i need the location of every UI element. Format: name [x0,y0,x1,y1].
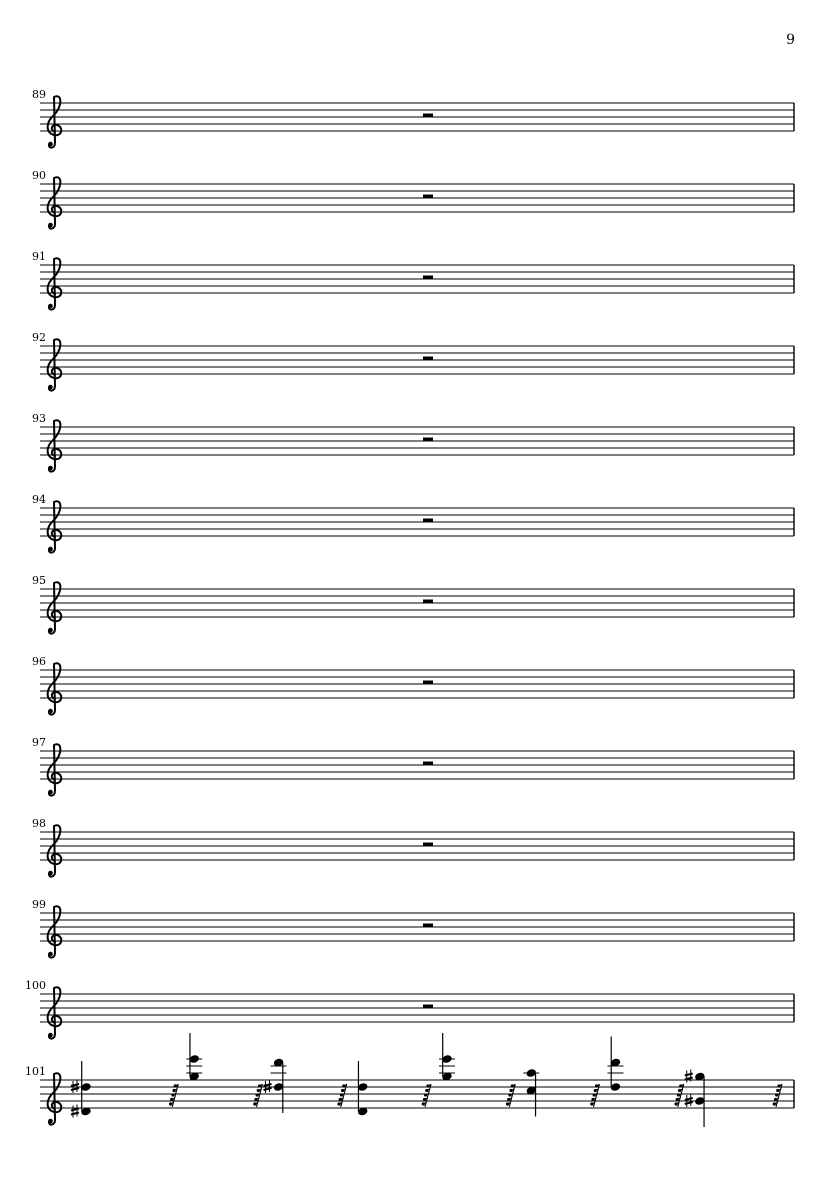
whole-rest-icon [423,924,433,928]
system [32,817,794,877]
measure-number: 99 [32,898,46,911]
note-chord [71,1061,92,1118]
system [32,574,794,634]
treble-clef-icon [48,987,62,1038]
system [32,493,794,553]
measure-number: 96 [32,655,46,668]
measure-number: 101 [25,1065,46,1078]
treble-clef-icon [48,258,62,309]
sharp-icon [685,1070,693,1083]
whole-rest-icon [423,843,433,847]
whole-rest-icon [423,762,433,766]
treble-clef-icon [48,339,62,390]
measure-number: 93 [32,412,46,425]
system [32,88,794,148]
sharp-icon [264,1080,272,1093]
sharp-icon [71,1105,79,1118]
system [32,412,794,472]
treble-clef-icon [48,420,62,471]
note-chord [186,1033,202,1082]
system [32,898,794,958]
treble-clef-icon [48,825,62,876]
system [25,979,794,1039]
whole-rest-icon [423,1005,433,1009]
note-chord [608,1037,624,1093]
system [25,1033,794,1127]
system [32,331,794,391]
whole-rest-icon [423,681,433,685]
whole-rest-icon [423,276,433,280]
whole-rest-icon [423,357,433,361]
note-chord [439,1033,455,1082]
system [32,169,794,229]
treble-clef-icon [48,96,62,147]
system [32,655,794,715]
measure-number: 91 [32,250,46,263]
treble-clef-icon [48,582,62,633]
treble-clef-icon [48,177,62,228]
measure-number: 98 [32,817,46,830]
measure-number: 89 [32,88,46,101]
system [32,250,794,310]
note-chord [264,1057,287,1113]
page-number: 9 [786,32,795,48]
treble-clef-icon [48,1073,62,1124]
measure-number: 95 [32,574,46,587]
measure-number: 94 [32,493,46,506]
system [32,736,794,796]
note-chord [523,1068,539,1117]
treble-clef-icon [48,663,62,714]
whole-rest-icon [423,114,433,118]
measure-number: 92 [32,331,46,344]
measure-number: 97 [32,736,46,749]
whole-rest-icon [423,600,433,604]
note-chord [685,1070,706,1128]
whole-rest-icon [423,519,433,523]
measure-number: 100 [25,979,46,992]
whole-rest-icon [423,438,433,442]
treble-clef-icon [48,906,62,957]
whole-rest-icon [423,195,433,199]
treble-clef-icon [48,744,62,795]
sharp-icon [685,1094,693,1107]
sharp-icon [71,1080,79,1093]
measure-number: 90 [32,169,46,182]
treble-clef-icon [48,501,62,552]
